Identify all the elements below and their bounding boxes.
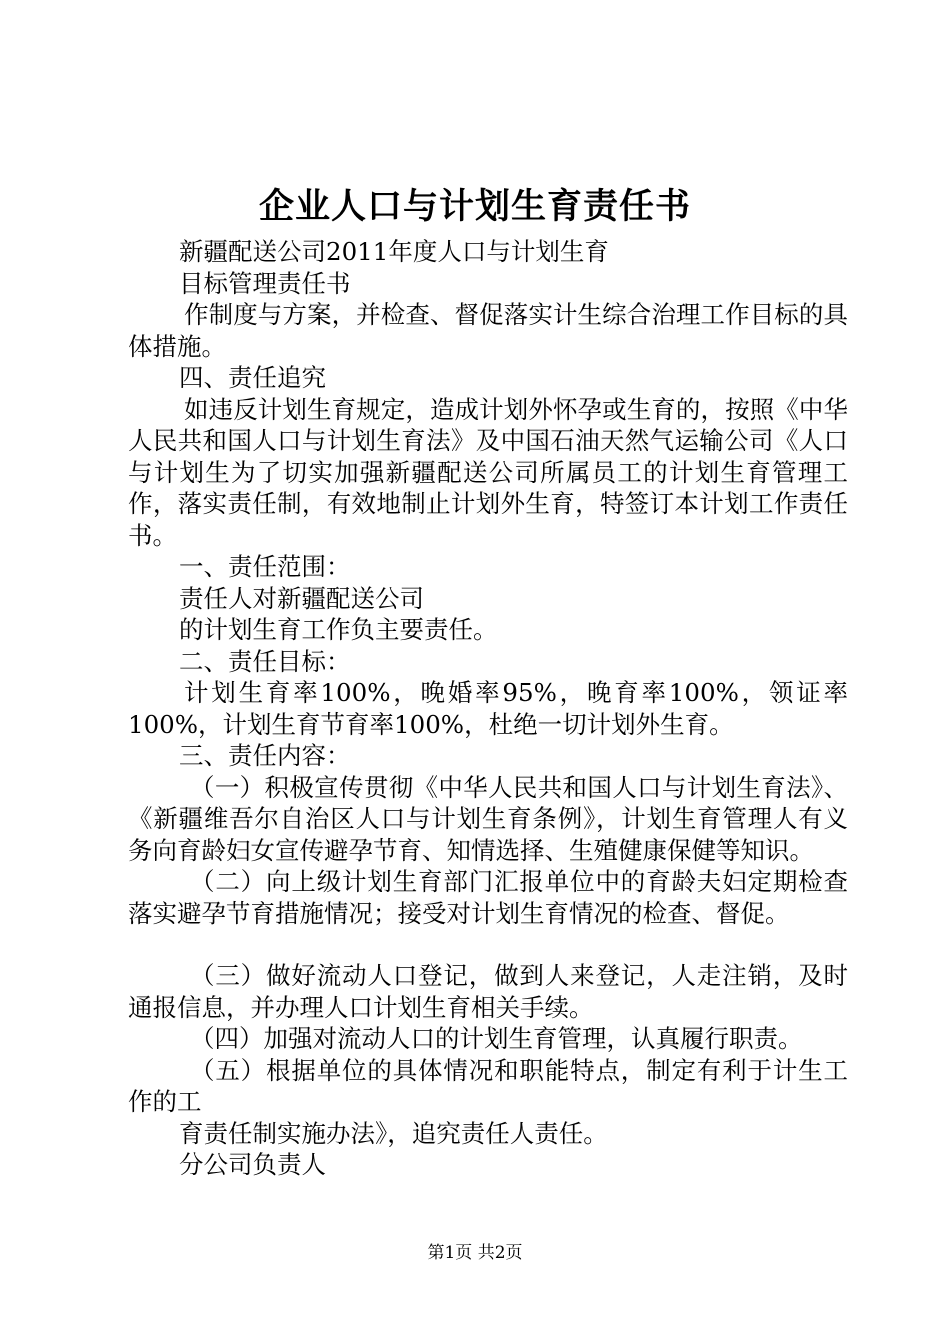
document-title: 企业人口与计划生育责任书	[258, 186, 691, 227]
paragraph-continuation: 育责任制实施办法》，追究责任人责任。	[179, 1118, 608, 1148]
paragraph-scope-line-1: 责任人对新疆配送公司	[179, 583, 424, 613]
paragraph-item-1: （一）积极宣传贯彻《中华人民共和国人口与计划生育法》、《新疆维吾尔自治区人口与计划生育条例》，计划生育管理人有义务向育龄妇女宣传避孕节育、知情选择、生殖健康保健等知识。	[128, 772, 848, 865]
section-heading-targets: 二、责任目标：	[179, 646, 351, 676]
paragraph-heading-line-2: 目标管理责任书	[179, 268, 351, 298]
paragraph-signatory: 分公司负责人	[179, 1150, 326, 1179]
paragraph-item-5: （五）根据单位的具体情况和职能特点，制定有利于计生工作的工	[128, 1055, 848, 1116]
paragraph-accountability: 如违反计划生育规定，造成计划外怀孕或生育的，按照《中华人民共和国人口与计划生育法》及中国石油天然气运输公司《人口与计划生为了切实加强新疆配送公司所属员工的计划生育管理工作，落实责任制，有效地制止计划外生育，特签订本计划工作责任书。	[128, 394, 848, 550]
section-heading-scope: 一、责任范围：	[179, 552, 351, 581]
paragraph-targets: 计划生育率100%，晚婚率95%，晚育率100%，领证率100%，计划生育节育率100%，杜绝一切计划外生育。	[128, 678, 848, 739]
paragraph-item-3: （三）做好流动人口登记，做到人来登记，人走注销，及时通报信息，并办理人口计划生育相关手续。	[128, 961, 848, 1022]
paragraph-scope-line-2: 的计划生育工作负主要责任。	[179, 615, 498, 644]
section-heading-content: 三、责任内容：	[179, 741, 351, 770]
paragraph-heading-line-1: 新疆配送公司2011年度人口与计划生育	[179, 237, 609, 266]
paragraph-item-4: （四）加强对流动人口的计划生育管理，认真履行职责。	[190, 1024, 803, 1053]
paragraph-item-2: （二）向上级计划生育部门汇报单位中的育龄夫妇定期检查落实避孕节育措施情况；接受对计划生育情况的检查、督促。	[128, 867, 848, 928]
document-body	[128, 236, 848, 1181]
page-footer: 第1页 共2页	[427, 1243, 523, 1263]
paragraph-measures: 作制度与方案，并检查、督促落实计生综合治理工作目标的具体措施。	[128, 300, 848, 361]
section-heading-accountability: 四、责任追究	[179, 363, 326, 392]
